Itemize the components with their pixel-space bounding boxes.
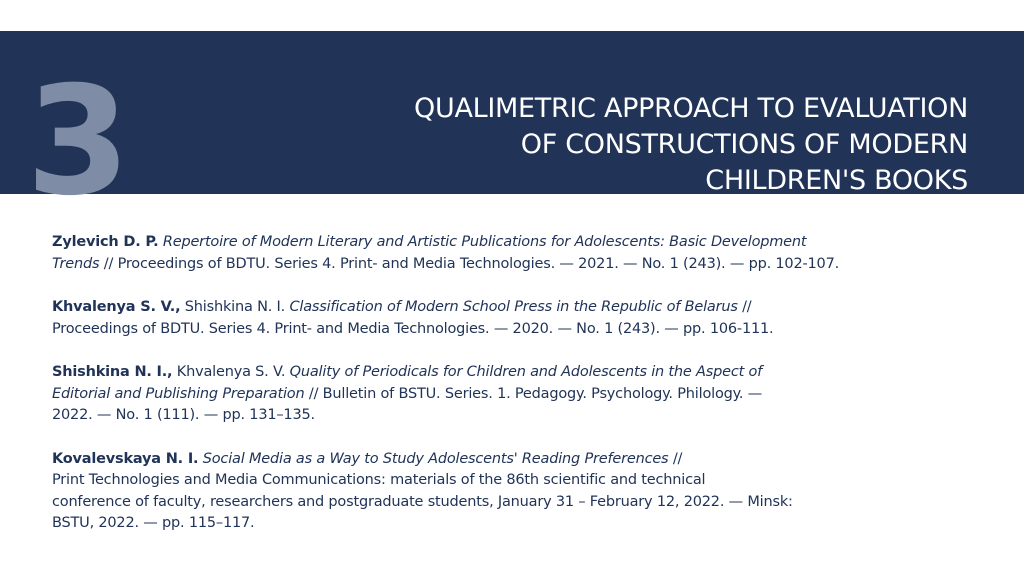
title-line: OF CONSTRUCTIONS OF MODERN bbox=[520, 129, 968, 160]
reference-source: // Bulletin of BSTU. Series. 1. Pedagogy. Psychology. Philology. — bbox=[304, 385, 763, 402]
reference-line bbox=[52, 470, 952, 492]
references-list bbox=[52, 232, 952, 557]
reference-source: // bbox=[737, 299, 752, 315]
reference-author: Shishkina N. I., bbox=[52, 364, 173, 380]
reference-source: Print Technologies and Media Communications: materials of the 86th scientific and technical bbox=[52, 472, 706, 488]
reference-source: Proceedings of BDTU. Series 4. Print- and Media Technologies. — 2020. — No. 1 (243). — pp. 106-111. bbox=[52, 320, 774, 337]
reference-item bbox=[52, 232, 952, 275]
title-line: CHILDREN'S BOOKS bbox=[705, 165, 968, 196]
reference-line bbox=[52, 449, 952, 471]
header-banner bbox=[0, 31, 1024, 229]
reference-coauthors: Khvalenya S. V. bbox=[172, 364, 286, 380]
reference-source: BSTU, 2022. — pp. 115–117. bbox=[52, 515, 255, 531]
reference-line bbox=[52, 254, 952, 276]
reference-source: conference of faculty, researchers and postgraduate students, January 31 – February 12, 2022. — Minsk: bbox=[52, 493, 793, 510]
reference-line bbox=[52, 384, 952, 406]
reference-title: Classification of Modern School Press in the Republic of Belarus bbox=[289, 299, 738, 315]
reference-source: // bbox=[668, 450, 683, 467]
reference-title: Editorial and Publishing Preparation bbox=[52, 385, 305, 402]
reference-author: Zylevich D. P. bbox=[52, 234, 159, 250]
reference-line bbox=[52, 492, 952, 514]
page-title bbox=[414, 91, 968, 199]
reference-line bbox=[52, 232, 952, 254]
reference-author: Khvalenya S. V., bbox=[52, 299, 181, 315]
reference-line bbox=[52, 297, 952, 319]
reference-title: Social Media as a Way to Study Adolescents' Reading Preferences bbox=[202, 450, 669, 467]
reference-item bbox=[52, 362, 952, 427]
reference-title: Repertoire of Modern Literary and Artistic Publications for Adolescents: Basic Development bbox=[162, 234, 807, 250]
reference-title: Trends bbox=[52, 255, 100, 272]
reference-source: 2022. — No. 1 (111). — pp. 131–135. bbox=[52, 407, 315, 423]
reference-title: Quality of Periodicals for Children and Adolescents in the Aspect of bbox=[289, 364, 763, 380]
reference-author: Kovalevskaya N. I. bbox=[52, 450, 199, 467]
reference-item bbox=[52, 449, 952, 535]
reference-line bbox=[52, 362, 952, 384]
reference-line bbox=[52, 513, 952, 535]
title-line: QUALIMETRIC APPROACH TO EVALUATION bbox=[414, 93, 968, 124]
reference-line bbox=[52, 405, 952, 427]
section-number: 3 bbox=[26, 55, 131, 229]
reference-source: // Proceedings of BDTU. Series 4. Print- and Media Technologies. — 2021. — No. 1 (243). — pp. 102-107. bbox=[99, 255, 839, 272]
reference-item bbox=[52, 297, 952, 340]
reference-coauthors: Shishkina N. I. bbox=[180, 299, 286, 315]
reference-line bbox=[52, 319, 952, 341]
